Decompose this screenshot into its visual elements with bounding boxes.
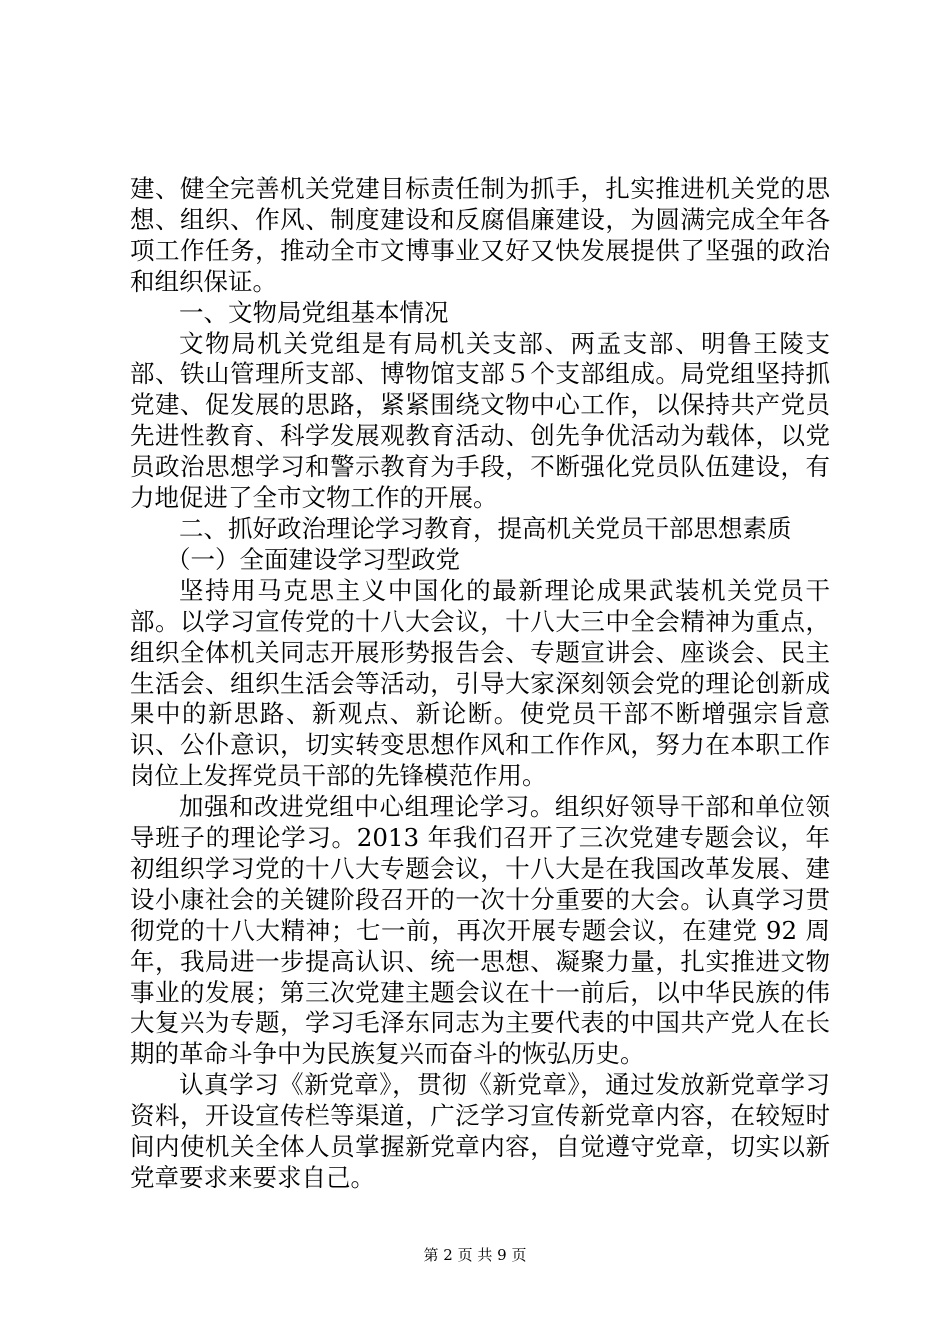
paragraph-party-constitution: 认真学习《新党章》，贯彻《新党章》，通过发放新党章学习资料，开设宣传栏等渠道，广泛学习宣传新党章内容，在较短时间内使机关全体人员掌握新党章内容，自觉遵守党章，切实以新党章要求来要求自己。: [130, 1070, 830, 1192]
section-heading-1: 一、文物局党组基本情况: [179, 297, 449, 327]
paragraph-central-group-study: 加强和改进党组中心组理论学习。组织好领导干部和单位领导班子的理论学习。2013 年我们召开了三次党建专题会议，年初组织学习党的十八大专题会议，十八大是在我国改革发展、建设小康社会的关键阶段召开的一次十分重要的大会。认真学习贯彻党的十八大精神；七一前，再次开展专题会议，在建党 92 周年，我局进一步提高认识、统一思想、凝聚力量，扎实推进文物事业的发展；第三次党建主题会议在十一前后，以中华民族的伟大复兴为专题，学习毛泽东同志为主要代表的中国共产党人在长期的革命斗争中为民族复兴而奋斗的恢弘历史。: [130, 792, 830, 1069]
paragraph-party-group-overview: 文物局机关党组是有局机关支部、两孟支部、明鲁王陵支部、铁山管理所支部、博物馆支部５个支部组成。局党组坚持抓党建、促发展的思路，紧紧围绕文物中心工作，以保持共产党员先进性教育、科学发展观教育活动、创先争优活动为载体，以党员政治思想学习和警示教育为手段，不断强化党员队伍建设，有力地促进了全市文物工作的开展。: [130, 328, 830, 513]
document-body: [130, 174, 830, 1194]
page-number-footer: 第 2 页 共 9 页: [423, 1246, 527, 1264]
paragraph-intro-continuation: 建、健全完善机关党建目标责任制为抓手，扎实推进机关党的思想、组织、作风、制度建设和反腐倡廉建设，为圆满完成全年各项工作任务，推动全市文博事业又好又快发展提供了坚强的政治和组织保证。: [130, 174, 830, 296]
paragraph-theory-study: 坚持用马克思主义中国化的最新理论成果武装机关党员干部。以学习宣传党的十八大会议，十八大三中全会精神为重点，组织全体机关同志开展形势报告会、专题宣讲会、座谈会、民主生活会、组织生活会等活动，引导大家深刻领会党的理论创新成果中的新思路、新观点、新论断。使党员干部不断增强宗旨意识、公仆意识，切实转变思想作风和工作作风，努力在本职工作岗位上发挥党员干部的先锋模范作用。: [130, 575, 830, 791]
section-heading-2: 二、抓好政治理论学习教育，提高机关党员干部思想素质: [179, 513, 792, 543]
subsection-heading-1: （一）全面建设学习型政党: [166, 544, 460, 574]
